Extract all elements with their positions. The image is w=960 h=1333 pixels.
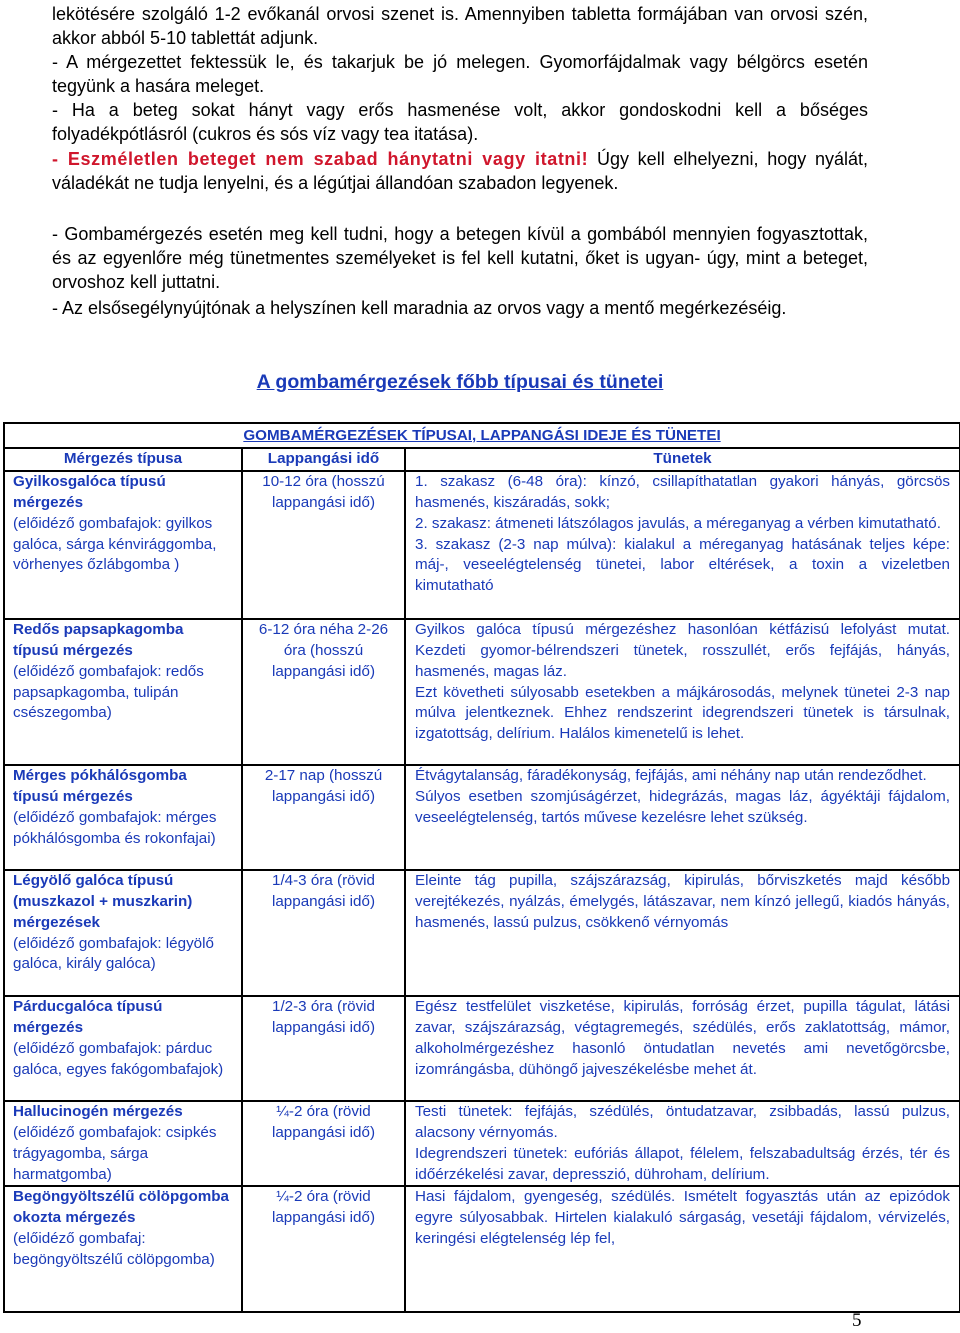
table-row — [4, 619, 960, 765]
table-row — [4, 471, 960, 619]
table-row — [4, 1186, 960, 1312]
symptom-text: Testi tünetek: fejfájás, szédülés, öntudatzavar, zsibbadás, lassú pulzus, alacsony vérnyomás. — [415, 1102, 951, 1141]
intro-paragraph-1: lekötésére szolgáló 1-2 evőkanál orvosi szenet is. Amennyiben tabletta formájában van orvosi szén, akkor abból 5-10 tablettát adjunk. — [52, 4, 868, 49]
page-number: 5 — [852, 1310, 862, 1331]
causing-species: (előidéző gombafajok: légyölő galóca, király galóca) — [13, 934, 214, 973]
poisoning-name: Gyilkosgalóca típusú mérgezés — [13, 472, 166, 511]
poisoning-name: Hallucinogén mérgezés — [13, 1102, 183, 1120]
causing-species: (előidéző gombafajok: csipkés trágyagomba, sárga harmatgomba) — [13, 1123, 217, 1183]
symptom-text: 2. szakasz: átmeneti látszólagos javulás, a méreganyag a vérben kimutatható. — [415, 514, 941, 532]
symptom-text: Súlyos esetben szomjúságérzet, hidegrázás, magas láz, ágyéktáji fájdalom, veseelégtelenség, tartós művese kezelésre lehet szükség. — [415, 787, 951, 826]
causing-species: (előidéző gombafajok: párduc galóca, egyes fakógombafajok) — [13, 1039, 224, 1078]
latency-cell: 6-12 óra néha 2-26 óra (hosszú lappangási idő) — [242, 619, 405, 765]
intro-paragraph-3: - Ha a beteg sokat hányt vagy erős hasmenése volt, akkor gondoskodni kell a bőséges folyadékpótlásról (cukros és sós víz vagy tea itatása). — [52, 100, 868, 145]
symptom-text: Étvágytalanság, fáradékonyság, fejfájás, ami néhány nap után rendeződhet. — [415, 766, 927, 784]
symptom-text: Gyilkos galóca típusú mérgezéshez hasonlóan kétfázisú lefolyást mutat. Kezdeti gyomor-bélrendszeri tünetek, rosszullét, erős fejfájás, hányás, hasmenés, magas láz. — [415, 620, 951, 680]
symptom-text: Eleinte tág pupilla, szájszárazság, kipirulás, bőrviszketés majd később verejtékezés, nyálzás, émelygés, látászavar, nem kínzó jellegű, kiadós hányás, hasmenés, lassú pulzus, csökkenő vérnyomás — [415, 871, 951, 931]
causing-species: (előidéző gombafajok: redős papsapkagomba, tulipán csészegomba) — [13, 662, 204, 722]
table-row — [4, 996, 960, 1101]
causing-species: (előidéző gombafaj: begöngyöltszélű cölöpgomba) — [13, 1230, 215, 1269]
warning-followup-text: Úgy kell elhelyezni, hogy nyálát, váladékát ne tudja lenyelni, és a légútjai állandóan szabadon legyenek. — [52, 149, 868, 194]
intro-paragraph-6: - Az elsősegélynyújtónak a helyszínen kell maradnia az orvos vagy a mentő megérkezéséig. — [52, 298, 787, 318]
table-caption: GOMBAMÉRGEZÉSEK TÍPUSAI, LAPPANGÁSI IDEJE ÉS TÜNETEI — [4, 423, 960, 448]
header-symptoms: Tünetek — [405, 448, 960, 471]
symptom-text: Hasi fájdalom, gyengeség, szédülés. Ismételt fogyasztás után az epizódok egyre súlyosabbak. Hirtelen kialakuló sárgaság, vesetáji fájdalom, vérvizelés, keringési elégtelenség lép fel, — [415, 1188, 951, 1248]
poisoning-name: Mérges pókhálósgomba típusú mérgezés — [13, 766, 187, 805]
latency-cell: 1/2-3 óra (rövid lappangási idő) — [242, 996, 405, 1101]
poisoning-types-table — [3, 422, 960, 1313]
causing-species: (előidéző gombafajok: gyilkos galóca, sárga kénvirággomba, vörhenyes őzlábgomba ) — [13, 514, 217, 574]
warning-text: - Eszméletlen beteget nem szabad hánytatni vagy itatni! — [52, 149, 589, 169]
poisoning-name: Begöngyöltszélű cölöpgomba okozta mérgezés — [13, 1188, 230, 1227]
header-latency: Lappangási idő — [242, 448, 405, 471]
latency-cell: 10-12 óra (hosszú lappangási idő) — [242, 471, 405, 619]
symptom-text: Ezt követheti súlyosabb esetekben a májkárosodás, melynek tünetei 2-3 nap múlva jelentkeznek. Ehhez rendszerint idegrendszeri tünetek is társulnak, izgatottság, delírium. Halálos kimenetelű is lehet. — [415, 683, 951, 743]
poisoning-name: Párducgalóca típusú mérgezés — [13, 997, 163, 1036]
header-type: Mérgezés típusa — [4, 448, 242, 471]
symptom-text: 1. szakasz (6-48 óra): kínzó, csillapíthatatlan gyakori hányás, görcsös hasmenés, kiszáradás, sokk; — [415, 472, 951, 511]
intro-paragraph-4 — [52, 147, 868, 195]
section-title: A gombamérgezések főbb típusai és tünetei — [256, 371, 664, 393]
symptom-text: Idegrendszeri tünetek: eufóriás állapot, félelem, felszabadultság érzés, tér és időérzékelési zavar, depresszió, dühroham, delírium. — [415, 1144, 951, 1183]
symptom-text: 3. szakasz (2-3 nap múlva): kialakul a méreganyag hatásának teljes képe: máj-, veseelégtelenség tünetei, labor eltérések, a toxin a vizeletben kimutatható — [415, 535, 951, 595]
latency-cell: ¼-2 óra (rövid lappangási idő) — [242, 1101, 405, 1187]
poisoning-name: Légyölő galóca típusú (muszkazol + muszkarin) mérgezések — [13, 871, 193, 931]
latency-cell: ¼-2 óra (rövid lappangási idő) — [242, 1186, 405, 1312]
intro-paragraph-2: - A mérgezettet fektessük le, és takarjuk be jó melegen. Gyomorfájdalmak vagy bélgörcs esetén tegyünk a hasára meleget. — [52, 52, 868, 97]
table-row — [4, 870, 960, 996]
causing-species: (előidéző gombafajok: mérges pókhálósgomba és rokonfajai) — [13, 808, 217, 847]
table-row — [4, 765, 960, 870]
symptom-text: Egész testfelület viszketése, kipirulás, forróság érzet, pupilla tágulat, látási zavar, szájszárazság, végtagremegés, szédülés, erős zaklatottság, mámor, alkoholmérgezéshez hasonló öntudatlan nevetés ami nevetőgörcsbe, izomrángásba, dühöngő jajveszékelésbe mehet át. — [415, 997, 951, 1078]
latency-cell: 2-17 nap (hosszú lappangási idő) — [242, 765, 405, 870]
intro-paragraph-5: - Gombamérgezés esetén meg kell tudni, hogy a betegen kívül a gombából mennyien fogyasztottak, és az egyenlőre még tünetmentes személyeket is fel kell kutatni, őket is ugyan- úgy, mint a beteget, orvoshoz kell juttatni. — [52, 224, 868, 293]
table-row — [4, 1101, 960, 1187]
latency-cell: 1/4-3 óra (rövid lappangási idő) — [242, 870, 405, 996]
poisoning-name: Redős papsapkagomba típusú mérgezés — [13, 620, 184, 659]
